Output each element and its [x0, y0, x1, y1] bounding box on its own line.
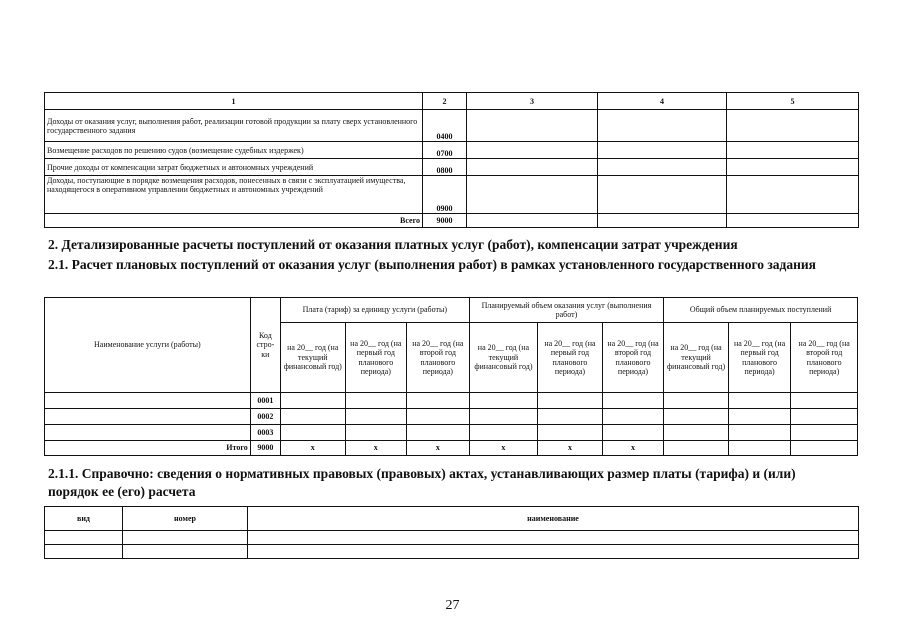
- income-row-code: 0700: [423, 142, 467, 159]
- sub-current-year: на 20__ год (на текущий финансовый год): [664, 323, 729, 393]
- kind-cell[interactable]: [45, 545, 123, 559]
- table-row: [45, 545, 859, 559]
- row-code: 0001: [250, 393, 280, 409]
- legal-acts-table: [44, 506, 859, 559]
- group-total-header: Общий объем планируемых поступлений: [664, 298, 858, 323]
- section-2-1-title: 2.1. Расчет плановых поступлений от оказания услуг (выполнения работ) в рамках установленного государственного задания: [48, 257, 816, 272]
- income-cell[interactable]: [467, 159, 598, 176]
- value-cell[interactable]: [664, 441, 729, 456]
- income-header-3: 3: [467, 93, 598, 110]
- value-cell[interactable]: [602, 409, 664, 425]
- sub-first-plan-year: на 20__ год (на первый год планового периода): [345, 323, 407, 393]
- name-cell[interactable]: [248, 545, 859, 559]
- value-cell[interactable]: [281, 409, 346, 425]
- income-cell[interactable]: [467, 142, 598, 159]
- x-mark: х: [281, 441, 346, 456]
- table-row: [45, 142, 859, 159]
- income-table: [44, 92, 859, 228]
- income-row-code: 0400: [423, 110, 467, 142]
- value-cell[interactable]: [728, 441, 791, 456]
- value-cell[interactable]: [791, 441, 858, 456]
- value-cell[interactable]: [538, 425, 603, 441]
- value-cell[interactable]: [728, 393, 791, 409]
- value-cell[interactable]: [602, 393, 664, 409]
- table-row: [45, 110, 859, 142]
- col-number: номер: [123, 507, 248, 531]
- x-mark: х: [469, 441, 538, 456]
- income-cell[interactable]: [727, 176, 859, 214]
- value-cell[interactable]: [469, 409, 538, 425]
- value-cell[interactable]: [664, 425, 729, 441]
- row-code: 0002: [250, 409, 280, 425]
- number-cell[interactable]: [123, 545, 248, 559]
- value-cell[interactable]: [407, 409, 470, 425]
- value-cell[interactable]: [728, 409, 791, 425]
- value-cell[interactable]: [538, 393, 603, 409]
- section-2-1-1-title: 2.1.1. Справочно: сведения о нормативных правовых (правовых) актах, устанавливающих размер платы (тарифа) и (или) порядок ее (его) расчета: [48, 466, 796, 499]
- x-mark: х: [538, 441, 603, 456]
- value-cell[interactable]: [791, 409, 858, 425]
- income-cell[interactable]: [598, 142, 727, 159]
- sub-second-plan-year: на 20__ год (на второй год планового периода): [407, 323, 470, 393]
- value-cell[interactable]: [728, 425, 791, 441]
- row-code: 0003: [250, 425, 280, 441]
- total-label: Итого: [45, 441, 251, 456]
- total-row: [45, 441, 858, 456]
- table-row: [45, 409, 858, 425]
- value-cell[interactable]: [407, 393, 470, 409]
- value-cell[interactable]: [407, 425, 470, 441]
- value-cell[interactable]: [469, 425, 538, 441]
- income-header-5: 5: [727, 93, 859, 110]
- number-cell[interactable]: [123, 531, 248, 545]
- income-row-label: Возмещение расходов по решению судов (возмещение судебных издержек): [45, 142, 423, 159]
- income-cell[interactable]: [467, 110, 598, 142]
- value-cell[interactable]: [664, 409, 729, 425]
- value-cell[interactable]: [345, 393, 407, 409]
- page-number: 27: [445, 598, 460, 613]
- value-cell[interactable]: [345, 409, 407, 425]
- total-label: Всего: [45, 214, 423, 228]
- sub-second-plan-year: на 20__ год (на второй год планового периода): [791, 323, 858, 393]
- col-name: наименование: [248, 507, 859, 531]
- sub-first-plan-year: на 20__ год (на первый год планового периода): [538, 323, 603, 393]
- service-name-cell[interactable]: [45, 425, 251, 441]
- x-mark: х: [407, 441, 470, 456]
- income-row-label: Доходы от оказания услуг, выполнения работ, реализации готовой продукции за плату сверх установленного государственного задания: [45, 110, 423, 142]
- service-name-cell[interactable]: [45, 393, 251, 409]
- income-cell[interactable]: [727, 142, 859, 159]
- table-row: [45, 176, 859, 214]
- total-code: 9000: [250, 441, 280, 456]
- x-mark: х: [345, 441, 407, 456]
- value-cell[interactable]: [281, 425, 346, 441]
- value-cell[interactable]: [345, 425, 407, 441]
- x-mark: х: [602, 441, 664, 456]
- sub-current-year: на 20__ год (на текущий финансовый год): [469, 323, 538, 393]
- name-cell[interactable]: [248, 531, 859, 545]
- value-cell[interactable]: [602, 425, 664, 441]
- group-volume-header: Планируемый объем оказания услуг (выполнения работ): [469, 298, 664, 323]
- table-row: [45, 393, 858, 409]
- total-code: 9000: [423, 214, 467, 228]
- income-row-label: Доходы, поступающие в порядке возмещения расходов, понесенных в связи с эксплуатацией имущества, находящегося в оперативном управлении бюджетных и автономных учреждений: [45, 176, 423, 214]
- group-price-header: Плата (тариф) за единицу услуги (работы): [281, 298, 470, 323]
- sub-first-plan-year: на 20__ год (на первый год планового периода): [728, 323, 791, 393]
- section-2-title: 2. Детализированные расчеты поступлений от оказания платных услуг (работ), компенсации затрат учреждения: [48, 237, 738, 252]
- income-cell[interactable]: [598, 159, 727, 176]
- table-row: [45, 159, 859, 176]
- income-cell[interactable]: [598, 176, 727, 214]
- income-cell[interactable]: [727, 110, 859, 142]
- income-cell[interactable]: [598, 110, 727, 142]
- value-cell[interactable]: [281, 393, 346, 409]
- income-cell[interactable]: [467, 176, 598, 214]
- sub-second-plan-year: на 20__ год (на второй год планового периода): [602, 323, 664, 393]
- income-header-4: 4: [598, 93, 727, 110]
- table-row: [45, 531, 859, 545]
- col-row-code: Код стро-ки: [250, 298, 280, 393]
- service-name-cell[interactable]: [45, 409, 251, 425]
- value-cell[interactable]: [469, 393, 538, 409]
- value-cell[interactable]: [538, 409, 603, 425]
- value-cell[interactable]: [664, 393, 729, 409]
- income-cell[interactable]: [467, 214, 598, 228]
- table-row: [45, 425, 858, 441]
- value-cell[interactable]: [791, 393, 858, 409]
- col-service-name: Наименование услуги (работы): [45, 298, 251, 393]
- sub-current-year: на 20__ год (на текущий финансовый год): [281, 323, 346, 393]
- income-header-2: 2: [423, 93, 467, 110]
- income-row-label: Прочие доходы от компенсации затрат бюджетных и автономных учреждений: [45, 159, 423, 176]
- income-cell[interactable]: [727, 159, 859, 176]
- income-header-1: 1: [45, 93, 423, 110]
- kind-cell[interactable]: [45, 531, 123, 545]
- income-cell[interactable]: [727, 214, 859, 228]
- income-row-code: 0900: [423, 176, 467, 214]
- income-row-code: 0800: [423, 159, 467, 176]
- total-row: [45, 214, 859, 228]
- services-table: [44, 297, 858, 456]
- col-kind: вид: [45, 507, 123, 531]
- value-cell[interactable]: [791, 425, 858, 441]
- income-cell[interactable]: [598, 214, 727, 228]
